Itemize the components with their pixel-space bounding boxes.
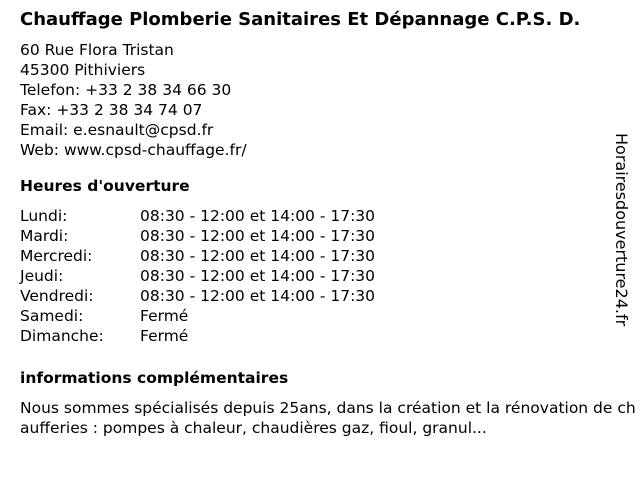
website-link[interactable]: Web: www.cpsd-chauffage.fr/ (20, 141, 247, 159)
day-label: Vendredi: (20, 287, 94, 305)
hours-row (20, 266, 620, 286)
email-link[interactable]: Email: e.esnault@cpsd.fr (20, 121, 214, 139)
hours-row (20, 306, 620, 326)
hours-row (20, 226, 620, 246)
city-postcode: 45300 Pithiviers (20, 61, 146, 79)
hours-row (20, 286, 620, 306)
street-address: 60 Rue Flora Tristan (20, 41, 174, 59)
day-hours: 08:30 - 12:00 et 14:00 - 17:30 (140, 267, 376, 285)
hours-row (20, 246, 620, 266)
day-hours: Fermé (140, 327, 189, 345)
hours-row (20, 326, 620, 346)
day-hours: 08:30 - 12:00 et 14:00 - 17:30 (140, 287, 376, 305)
day-label: Dimanche: (20, 327, 104, 345)
hours-row (20, 206, 620, 226)
phone-number[interactable]: Telefon: +33 2 38 34 66 30 (20, 81, 232, 99)
day-hours: 08:30 - 12:00 et 14:00 - 17:30 (140, 227, 376, 245)
business-name: Chauffage Plomberie Sanitaires Et Dépannage C.P.S. D. (20, 9, 581, 30)
day-hours: Fermé (140, 307, 189, 325)
day-hours: 08:30 - 12:00 et 14:00 - 17:30 (140, 207, 376, 225)
contact-block (20, 40, 620, 160)
day-label: Samedi: (20, 307, 84, 325)
day-label: Mercredi: (20, 247, 93, 265)
hours-heading: Heures d'ouverture (20, 177, 190, 195)
day-label: Lundi: (20, 207, 68, 225)
hours-table (20, 206, 620, 346)
info-description: Nous sommes spécialisés depuis 25ans, dans la création et la rénovation de chaufferies : pompes à chaleur, chaudières gaz, fioul, granul... (20, 399, 636, 437)
site-watermark-label: Horairesdouverture24.fr (612, 133, 631, 327)
day-hours: 08:30 - 12:00 et 14:00 - 17:30 (140, 247, 376, 265)
info-heading: informations complémentaires (20, 369, 289, 387)
day-label: Jeudi: (20, 267, 64, 285)
day-label: Mardi: (20, 227, 69, 245)
fax-number: Fax: +33 2 38 34 74 07 (20, 101, 203, 119)
